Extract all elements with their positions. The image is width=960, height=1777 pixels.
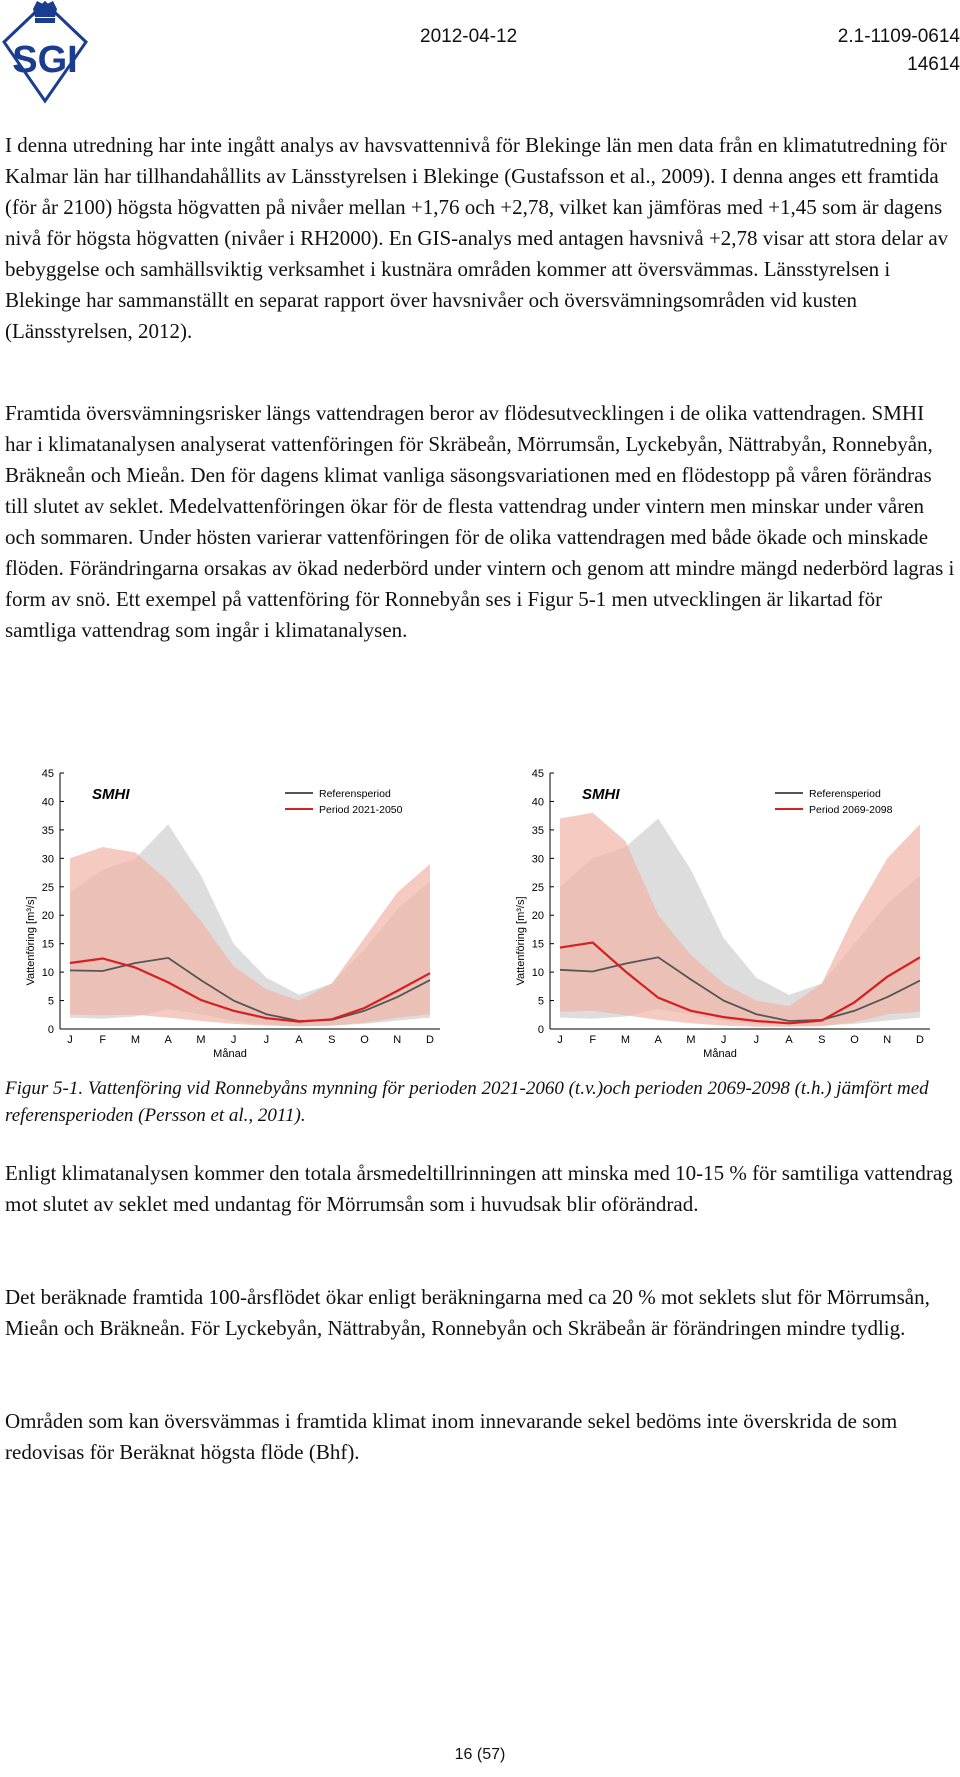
x-axis-label: Månad (703, 1048, 737, 1060)
x-tick-label: S (818, 1034, 826, 1046)
y-tick-label: 20 (41, 910, 54, 923)
y-tick-label: 15 (531, 938, 544, 951)
x-tick-label: O (360, 1034, 369, 1046)
header-date: 2012-04-12 (420, 26, 518, 47)
legend-label-0: Referensperiod (809, 788, 881, 800)
y-tick-label: 0 (537, 1024, 544, 1036)
paragraph-flood-risk: Framtida översvämningsrisker längs vattendragen beror av flödesutvecklingen i de olika vattendragen. SMHI har i klimatanalysen analyserat vattenföringen för Skräbeån, Mörrumsån, Lyckebyån, Nättrabyån, Ronnebyån, Bräkneån och Mieån. Den för dagens klimat vanliga säsongsvariationen med en flödestopp på våren förändras till slutet av seklet. Medelvattenföringen ökar för de flesta vattendrag under vintern men minskar under våren och sommaren. Under hösten varierar vattenföringen för de olika vattendragen med både ökade och minskade flöden. Förändringarna orsakas av ökad nederbörd under vintern och genom att mindre mängd nederbörd lagras i form av snö. Ett exempel på vattenföring för Ronnebyån ses i Figur 5-1 men utvecklingen är likartad för samtliga vattendrag som ingår i klimatanalysen. (5, 401, 955, 642)
y-tick-label: 20 (531, 910, 544, 923)
x-tick-label: M (130, 1034, 141, 1046)
x-tick-label: J (67, 1034, 73, 1046)
x-tick-label: A (785, 1034, 793, 1046)
y-tick-label: 25 (41, 881, 54, 894)
legend-label-1: Period 2069-2098 (809, 804, 893, 816)
y-tick-label: 35 (531, 824, 544, 837)
page-number: 16 (57) (454, 1746, 506, 1763)
x-tick-label: F (99, 1034, 107, 1046)
figure-caption: Figur 5-1. Vattenföring vid Ronnebyåns mynning för perioden 2021-2060 (t.v.)och perioden 2069-2098 (t.h.) jämfört med referensperioden (Persson et al., 2011). (5, 1078, 929, 1126)
y-tick-label: 40 (531, 796, 544, 809)
paragraph-annual-runoff: Enligt klimatanalysen kommer den totala årsmedeltillrinningen att minska med 10-15 % för samtiliga vattendrag mot slutet av seklet med undantag för Mörrumsån som i huvudsak blir oförändrad. (5, 1161, 953, 1216)
paragraph-flood-areas: Områden som kan översvämmas i framtida klimat inom innevarande sekel bedöms inte överskrida de som redovisas för Beräknat högsta flöde (Bhf). (5, 1409, 898, 1464)
x-tick-label: F (589, 1034, 597, 1046)
legend-label-0: Referensperiod (319, 788, 391, 800)
y-tick-label: 0 (47, 1024, 54, 1036)
y-tick-label: 30 (41, 853, 54, 866)
y-tick-label: 5 (537, 995, 544, 1008)
smhi-brand: SMHI (582, 786, 620, 803)
y-tick-label: 30 (531, 853, 544, 866)
x-tick-label: J (263, 1034, 270, 1046)
x-tick-label: D (426, 1034, 434, 1046)
y-tick-label: 15 (41, 938, 54, 951)
x-tick-label: M (196, 1034, 206, 1046)
y-tick-label: 10 (531, 967, 544, 980)
y-axis-label: Vattenföring [m³/s] (515, 896, 527, 986)
chart-ronnebyan-2069-2098 (510, 763, 940, 1063)
legend-label-1: Period 2021-2050 (319, 804, 403, 816)
paragraph-100-year-flow: Det beräknade framtida 100-årsflödet ökar enligt beräkningarna med ca 20 % mot seklets slut för Mörrumsån, Mieån och Bräkneån. För Lyckebyån, Nättrabyån, Ronnebyån och Skräbeån är förändringen mindre tydlig. (5, 1285, 930, 1340)
sgi-logo (0, 0, 90, 104)
x-tick-label: M (686, 1034, 696, 1046)
y-tick-label: 35 (41, 824, 54, 837)
x-tick-label: N (393, 1034, 402, 1046)
x-tick-label: J (230, 1034, 237, 1046)
x-tick-label: M (620, 1034, 631, 1046)
y-tick-label: 45 (531, 768, 544, 780)
x-tick-label: D (916, 1034, 924, 1046)
y-tick-label: 25 (531, 881, 544, 894)
y-tick-label: 45 (41, 768, 54, 780)
y-axis-label: Vattenföring [m³/s] (25, 896, 37, 986)
x-tick-label: A (654, 1034, 662, 1046)
x-tick-label: S (328, 1034, 336, 1046)
smhi-brand: SMHI (92, 786, 130, 803)
x-tick-label: O (850, 1034, 859, 1046)
paragraph-sea-level: I denna utredning har inte ingått analys av havsvattennivå för Blekinge län men data från en klimatutredning för Kalmar län har tillhandahållits av Länsstyrelsen i Blekinge (Gustafsson et al., 2009). I denna anges ett framtida (för år 2100) högsta högvatten på nivåer mellan +1,76 och +2,78, vilket kan jämföras med +1,45 som är dagens nivå för högsta högvatten (nivåer i RH2000). En GIS-analys med antagen havsnivå +2,78 visar att stora delar av bebyggelse och samhällsviktig verksamhet i kustnära områden kommer att översvämmas. Länsstyrelsen i Blekinge har sammanställt en separat rapport över havsnivåer och översvämningsområden vid kusten (Länsstyrelsen, 2012). (5, 133, 949, 343)
x-tick-label: N (883, 1034, 892, 1046)
x-tick-label: J (720, 1034, 727, 1046)
x-tick-label: A (164, 1034, 172, 1046)
y-tick-label: 5 (47, 995, 54, 1008)
header-number: 14614 (907, 54, 960, 75)
x-axis-label: Månad (213, 1048, 247, 1060)
svg-text:SGI: SGI (12, 39, 78, 81)
chart-ronnebyan-2021-2050 (20, 763, 450, 1063)
x-tick-label: A (295, 1034, 303, 1046)
x-tick-label: J (557, 1034, 563, 1046)
y-tick-label: 40 (41, 796, 54, 809)
x-tick-label: J (753, 1034, 760, 1046)
series-band-1 (70, 847, 430, 1026)
header-reference: 2.1-1109-0614 (837, 26, 960, 47)
y-tick-label: 10 (41, 967, 54, 980)
